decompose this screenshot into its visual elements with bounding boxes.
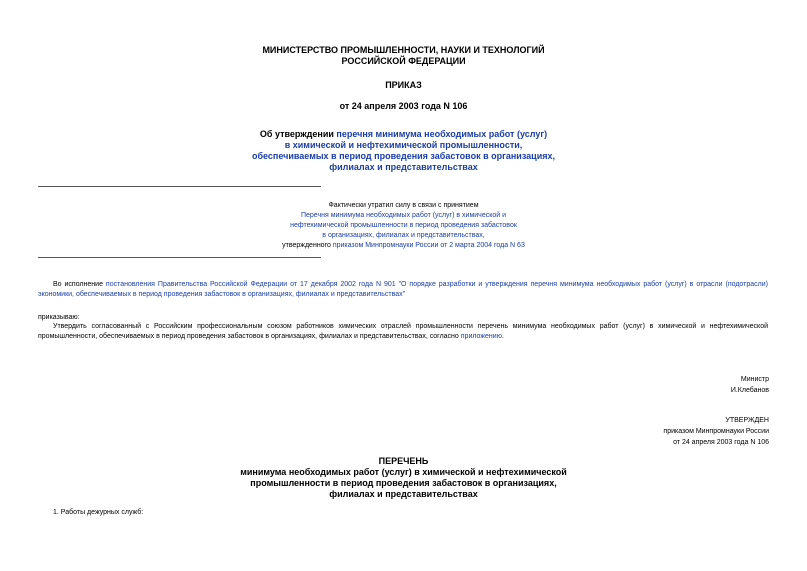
status-link-order[interactable]: приказом Минпромнауки России от 2 марта 2004 года N 63 <box>332 242 525 249</box>
approval-line-1: УТВЕРЖДЕН <box>725 417 769 424</box>
status-link-2[interactable]: нефтехимической промышленности в период проведения забастовок <box>290 222 517 229</box>
preamble <box>38 280 768 300</box>
title-prefix: Об утверждении <box>259 129 337 139</box>
preamble-link-1[interactable]: постановления Правительства Российской Федерации от 17 декабря 2002 года N 901 "О порядке разработки и утверждения перечня минимума необходимых работ (услуг) в отрасли (подотрасли) <box>105 281 768 288</box>
approval-line-2: приказом Минпромнауки России <box>663 428 769 435</box>
approval-line-3: от 24 апреля 2003 года N 106 <box>673 439 769 446</box>
divider-top <box>38 186 321 187</box>
status-line-5-prefix: утвержденного <box>282 242 333 249</box>
preamble-prefix: Во исполнение <box>53 281 106 288</box>
status-link-3[interactable]: в организациях, филиалах и представительствах, <box>322 232 485 239</box>
doc-date: от 24 апреля 2003 года N 106 <box>339 101 468 111</box>
ministry-line-2: РОССИЙСКОЙ ФЕДЕРАЦИИ <box>341 56 466 66</box>
status-line-1: Фактически утратил силу в связи с принятием <box>328 202 479 209</box>
title-link-4[interactable]: филиалах и представительствах <box>329 162 478 172</box>
status-link-1[interactable]: Перечня минимума необходимых работ (услуг) в химической и <box>300 212 507 219</box>
status-note <box>0 201 807 251</box>
order-word: приказываю: <box>38 314 80 321</box>
list-title-line-2: промышленности в период проведения забастовок в организациях, <box>250 478 557 488</box>
signature-name: И.Клебанов <box>730 387 769 394</box>
divider-bottom <box>38 257 321 258</box>
list-title <box>0 456 807 500</box>
document-title <box>0 129 807 173</box>
title-link-2[interactable]: в химической и нефтехимической промышленности, <box>284 140 523 150</box>
signature-position: Министр <box>740 376 769 383</box>
order-text-body: Утвердить согласованный с Российским профессиональным союзом работников химических отраслей промышленности перечень минимума необходимых работ (услуг) в химической и нефтехимической промышленности, обеспечиваемых в период проведения забастовок в организациях, филиалах и представительствах, согласно <box>38 323 768 340</box>
ministry-heading <box>0 45 807 67</box>
list-item-1: 1. Работы дежурных служб: <box>53 509 144 516</box>
preamble-link-2[interactable]: экономики, обеспечиваемых в период проведения забастовок в организациях, филиалах и представительствах" <box>38 291 406 298</box>
title-link-1[interactable]: перечня минимума необходимых работ (услуг) <box>336 129 548 139</box>
appendix-link[interactable]: приложению <box>460 333 502 340</box>
list-title-line-3: филиалах и представительствах <box>329 489 478 499</box>
doc-type: ПРИКАЗ <box>385 80 422 90</box>
signature-block <box>731 374 769 396</box>
order-text-end: . <box>501 333 504 340</box>
order-text <box>38 322 768 342</box>
approval-block <box>663 415 769 448</box>
title-link-3[interactable]: обеспечиваемых в период проведения забастовок в организациях, <box>251 151 556 161</box>
list-title-line-1: минимума необходимых работ (услуг) в химической и нефтехимической <box>240 467 567 477</box>
ministry-line-1: МИНИСТЕРСТВО ПРОМЫШЛЕННОСТИ, НАУКИ И ТЕХНОЛОГИЙ <box>262 45 545 55</box>
list-heading: ПЕРЕЧЕНЬ <box>378 456 429 466</box>
